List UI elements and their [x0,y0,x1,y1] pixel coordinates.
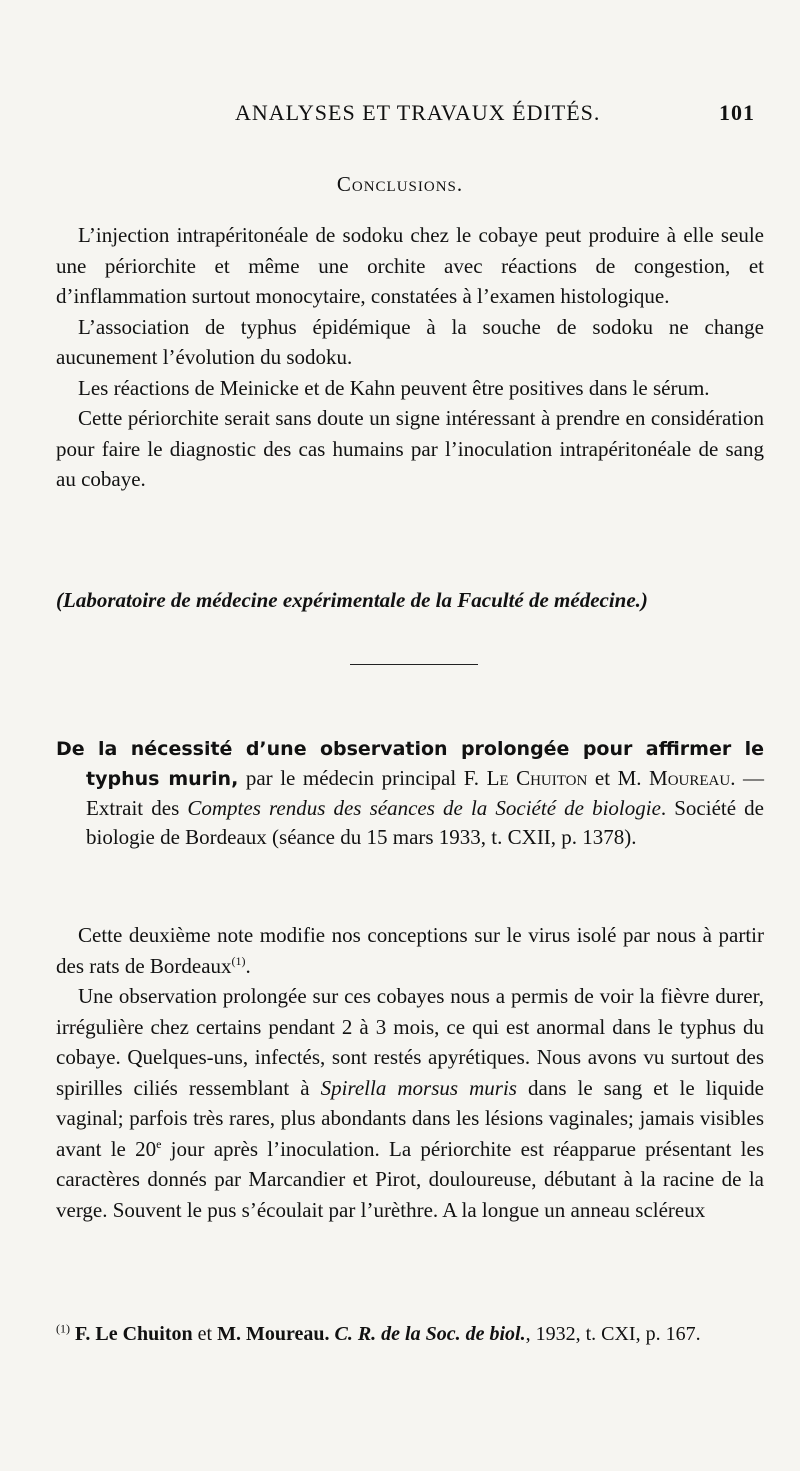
footnote [56,1320,764,1348]
abstract-citation [56,734,764,852]
source-journal: Comptes rendus des séances de la Société de biologie [187,796,661,820]
article-body [56,920,764,1225]
body-paragraph-1 [56,920,764,981]
footnote-marker: (1) [56,1321,70,1336]
species-name: Spirella morsus muris [320,1075,517,1100]
citation-text [56,734,764,852]
conclusions-heading: Conclusions. [336,172,464,196]
conclusion-paragraph-2: L’association de typhus épidémique à la souche de sodoku ne change aucunement l’évolution du sodoku. [56,314,764,369]
body-paragraph-1-end: . [245,953,251,978]
source-prefix: . — Extrait des [86,766,765,820]
page-number: 101 [719,100,755,125]
body-paragraph-2-part-b: dans le sang et le liquide vaginal; parfois très rares, plus abondants dans les lésions vaginales; jamais visibles avant le 20 [56,1075,765,1161]
conclusions-body [56,220,764,495]
footnote-reference: (1) [231,953,246,968]
conclusion-paragraph-4: Cette périorchite serait sans doute un signe intéressant à prendre en considération pour faire le diagnostic des cas humains par l’inoculation intrapéritonéale de sang au cobaye. [56,406,764,491]
body-paragraph-1-text: Cette deuxième note modifie nos conceptions sur le virus isolé par nous à partir des rats de Bordeaux [56,923,764,978]
body-paragraph-2-part-c: jour après l’inoculation. La périorchite est réapparue présentant les caractères donnés par Marcandier et Pirot, douloureuse, débutant à la racine de la verge. Souvent le pus s’écoulait par l’urèthre. A la longue un anneau scléreux [56,1136,764,1222]
source-suffix: . Société de biologie de Bordeaux (séance du 15 mars 1933, t. CXII, p. 1378). [86,796,764,849]
body-paragraph-2 [56,981,764,1225]
footnote-text [56,1320,764,1348]
laboratory-credit: (Laboratoire de médecine expérimentale de la Faculté de médecine.) [56,588,648,612]
footnote-author-1: F. Le Chuiton [70,1323,193,1345]
running-title: ANALYSES ET TRAVAUX ÉDITÉS. [235,100,601,125]
section-divider [350,664,478,665]
authors-mid: et M. [587,766,650,790]
running-head [235,100,755,130]
body-paragraph-2-part-a: Une observation prolongée sur ces cobayes nous a permis de voir la fièvre durer, irrégulière chez certains pendant 2 à 3 mois, ce qui est anormal dans le typhus du cobaye. Quelques-uns, infectés, sont restés apyrétiques. Nous avons vu surtout des spirilles ciliés ressemblant à [56,984,764,1100]
authors-prefix: par le médecin principal F. [238,766,487,790]
footnote-ref-rest: , 1932, t. CXI, p. 167. [525,1323,701,1345]
conclusion-paragraph-3: Les réactions de Meinicke et de Kahn peuvent être positives dans le sérum. [78,375,710,400]
article-title: De la nécessité d’une observation prolongée pour affirmer le typhus murin, [56,738,764,790]
footnote-journal: C. R. de la Soc. de biol. [329,1323,526,1345]
author-le-chuiton: Le Chuiton [486,766,588,790]
ordinal-superscript: e [156,1136,162,1151]
footnote-author-2: M. Moureau. [217,1323,330,1345]
author-moureau: Moureau [649,766,731,790]
footnote-mid: et [192,1323,218,1345]
conclusion-paragraph-1: L’injection intrapéritonéale de sodoku chez le cobaye peut produire à elle seule une périorchite et même une orchite avec réactions de congestion, et d’inflammation surtout monocytaire, constatées à l’examen histologique. [56,223,764,308]
